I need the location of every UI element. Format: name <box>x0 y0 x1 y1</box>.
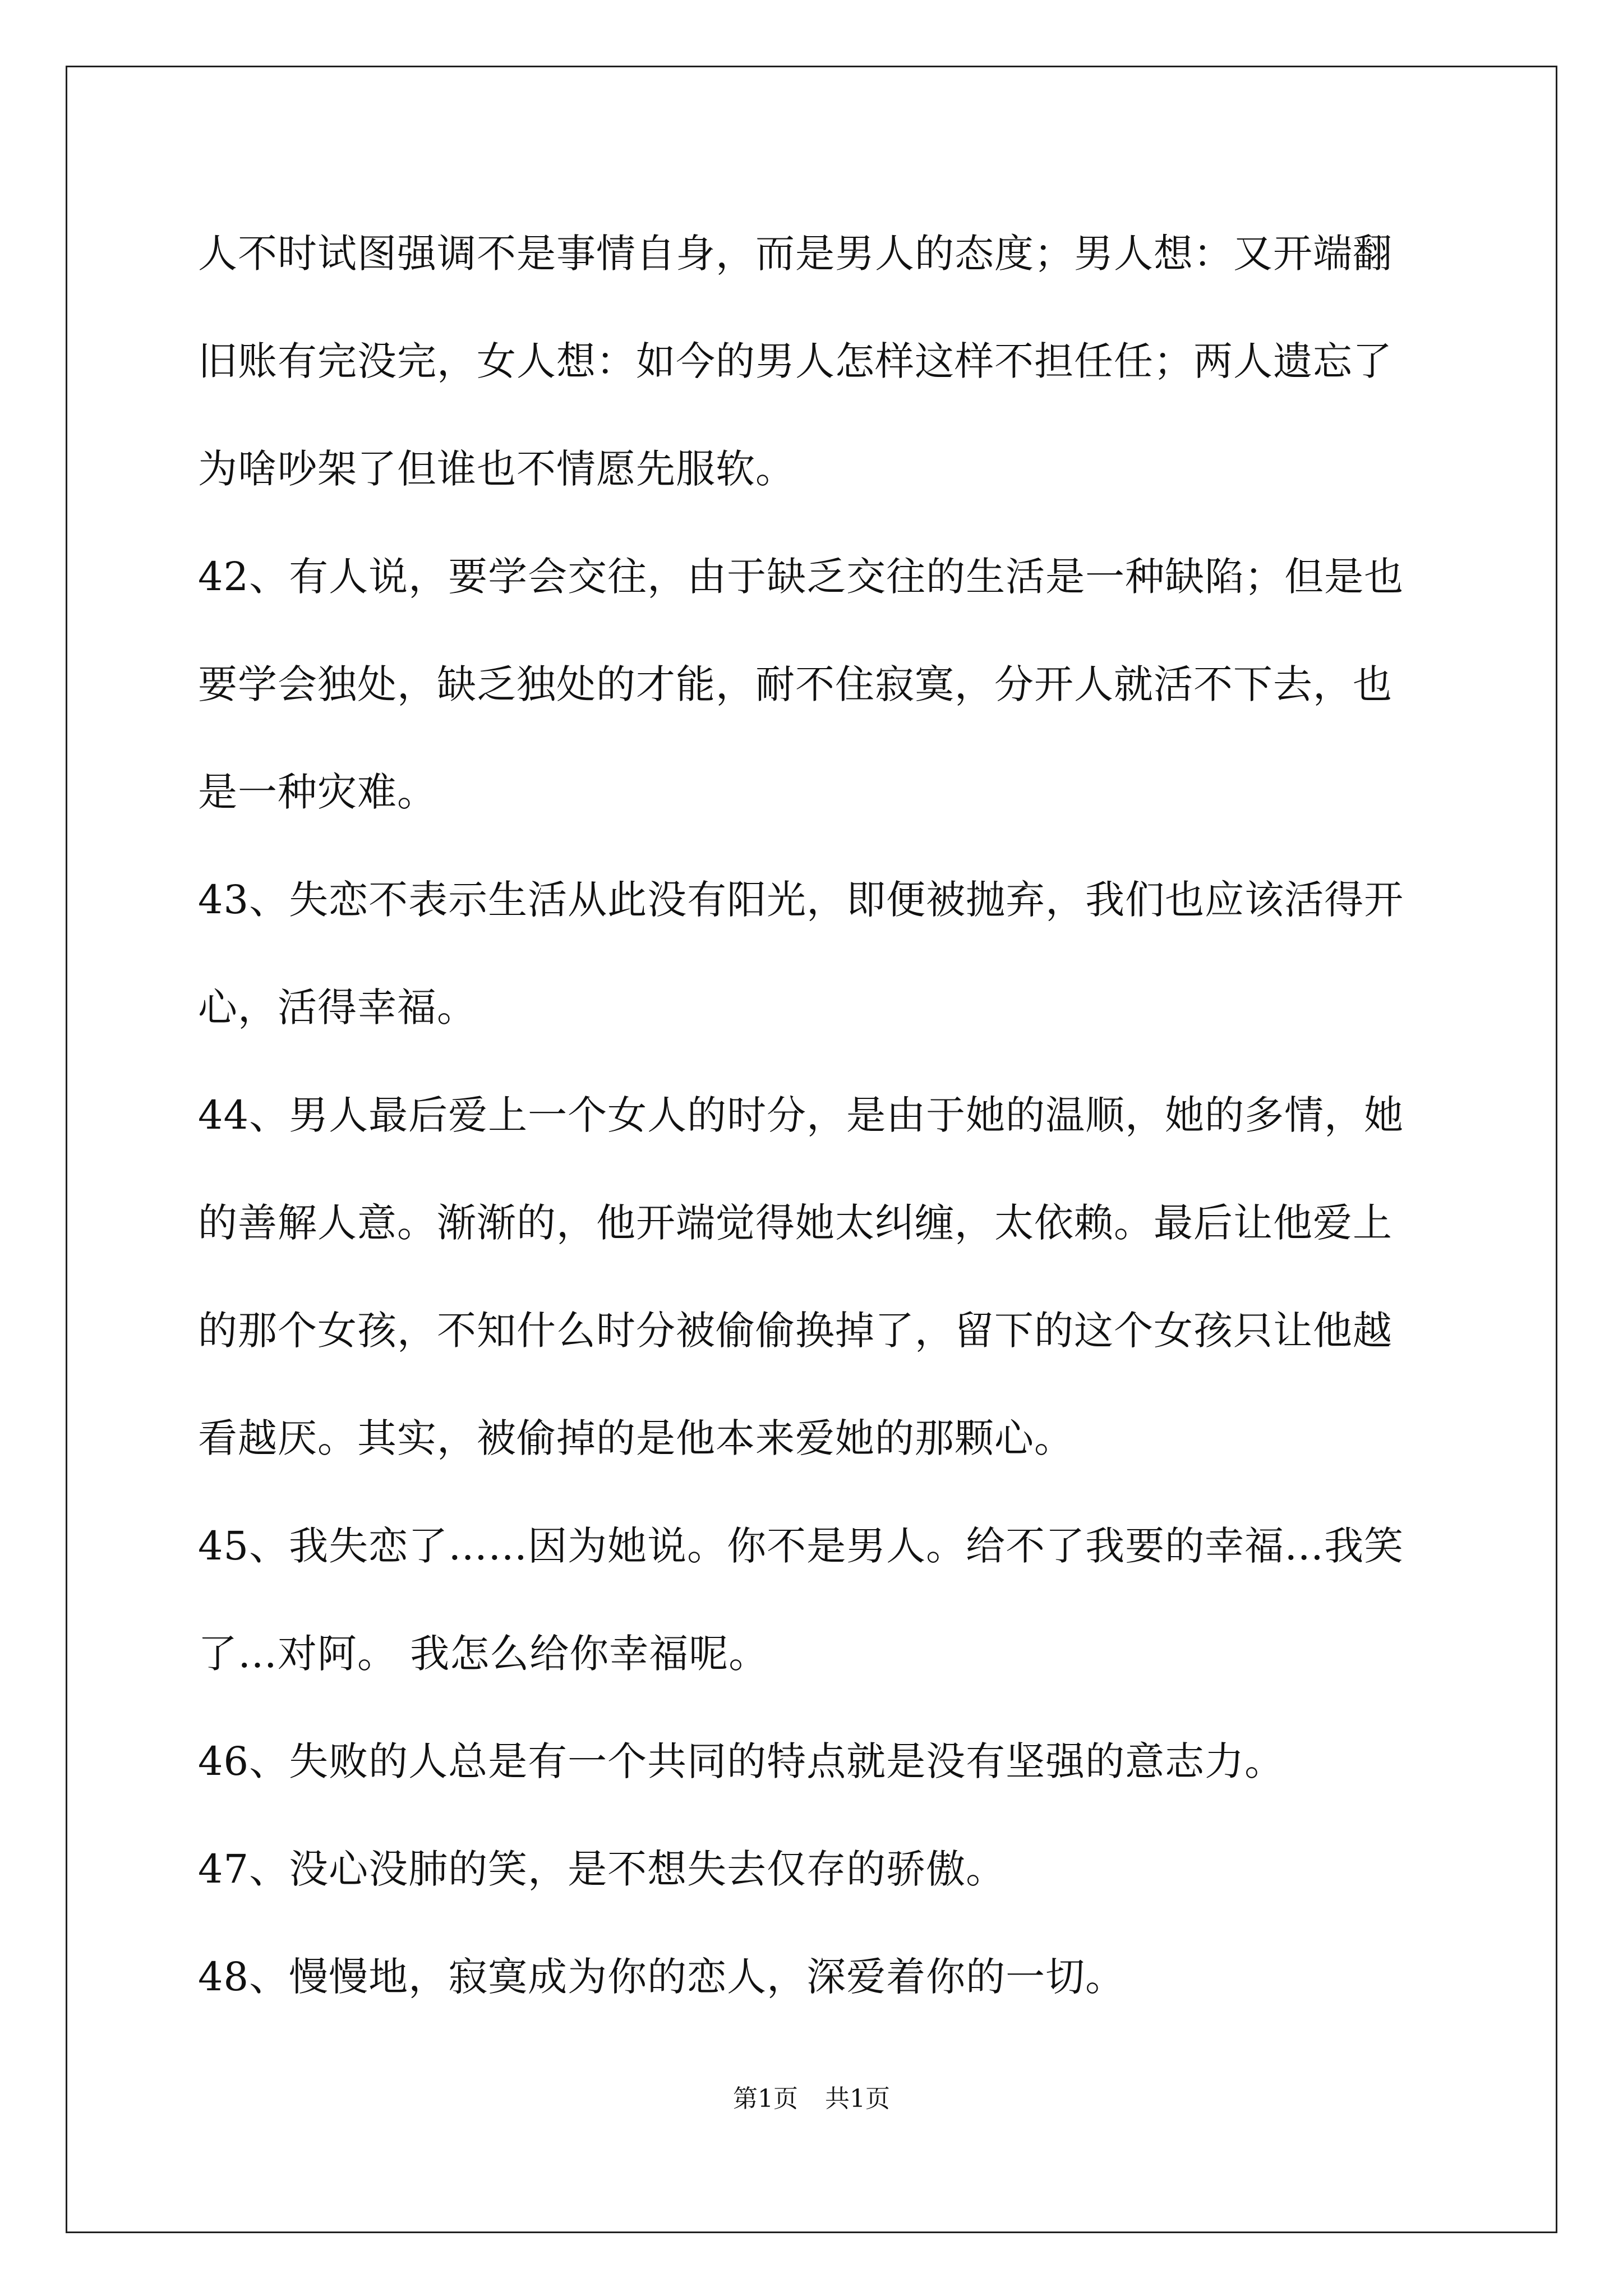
text-line: 44、男人最后爱上一个女人的时分，是由于她的温顺，她的多情，她 <box>198 1092 1404 1138</box>
text-line: 的那个女孩，不知什么时分被偷偷换掉了，留下的这个女孩只让他越 <box>198 1308 1393 1354</box>
text-line: 47、没心没肺的笑，是不想失去仅存的骄傲。 <box>198 1846 1006 1892</box>
text-line: 为啥吵架了但谁也不情愿先服软。 <box>198 446 795 492</box>
text-line: 43、失恋不表示生活从此没有阳光，即便被抛弃，我们也应该活得开 <box>198 877 1404 923</box>
text-line: 是一种灾难。 <box>198 769 437 815</box>
text-line: 42、有人说，要学会交往，由于缺乏交往的生活是一种缺陷；但是也 <box>198 554 1404 600</box>
text-line: 的善解人意。渐渐的，他开端觉得她太纠缠，太依赖。最后让他爱上 <box>198 1200 1393 1246</box>
document-body <box>198 220 1432 2051</box>
text-line: 45、我失恋了……因为她说。你不是男人。给不了我要的幸福…我笑 <box>198 1523 1404 1569</box>
text-line: 看越厌。其实，被偷掉的是他本来爱她的那颗心。 <box>198 1415 1074 1461</box>
page-number: 第1页 <box>733 2085 798 2113</box>
page-total: 共1页 <box>825 2085 890 2113</box>
text-line: 心，活得幸福。 <box>198 984 477 1030</box>
text-line: 旧账有完没完，女人想：如今的男人怎样这样不担任任；两人遗忘了 <box>198 338 1393 384</box>
text-line: 了…对阿。 我怎么给你幸福呢。 <box>198 1631 769 1677</box>
page-footer <box>0 2082 1623 2116</box>
text-line: 46、失败的人总是有一个共同的特点就是没有坚强的意志力。 <box>198 1738 1285 1784</box>
text-line: 要学会独处，缺乏独处的才能，耐不住寂寞，分开人就活不下去，也 <box>198 661 1393 707</box>
text-line: 48、慢慢地，寂寞成为你的恋人，深爱着你的一切。 <box>198 1954 1126 2000</box>
text-line: 人不时试图强调不是事情自身，而是男人的态度；男人想：又开端翻 <box>198 231 1393 277</box>
